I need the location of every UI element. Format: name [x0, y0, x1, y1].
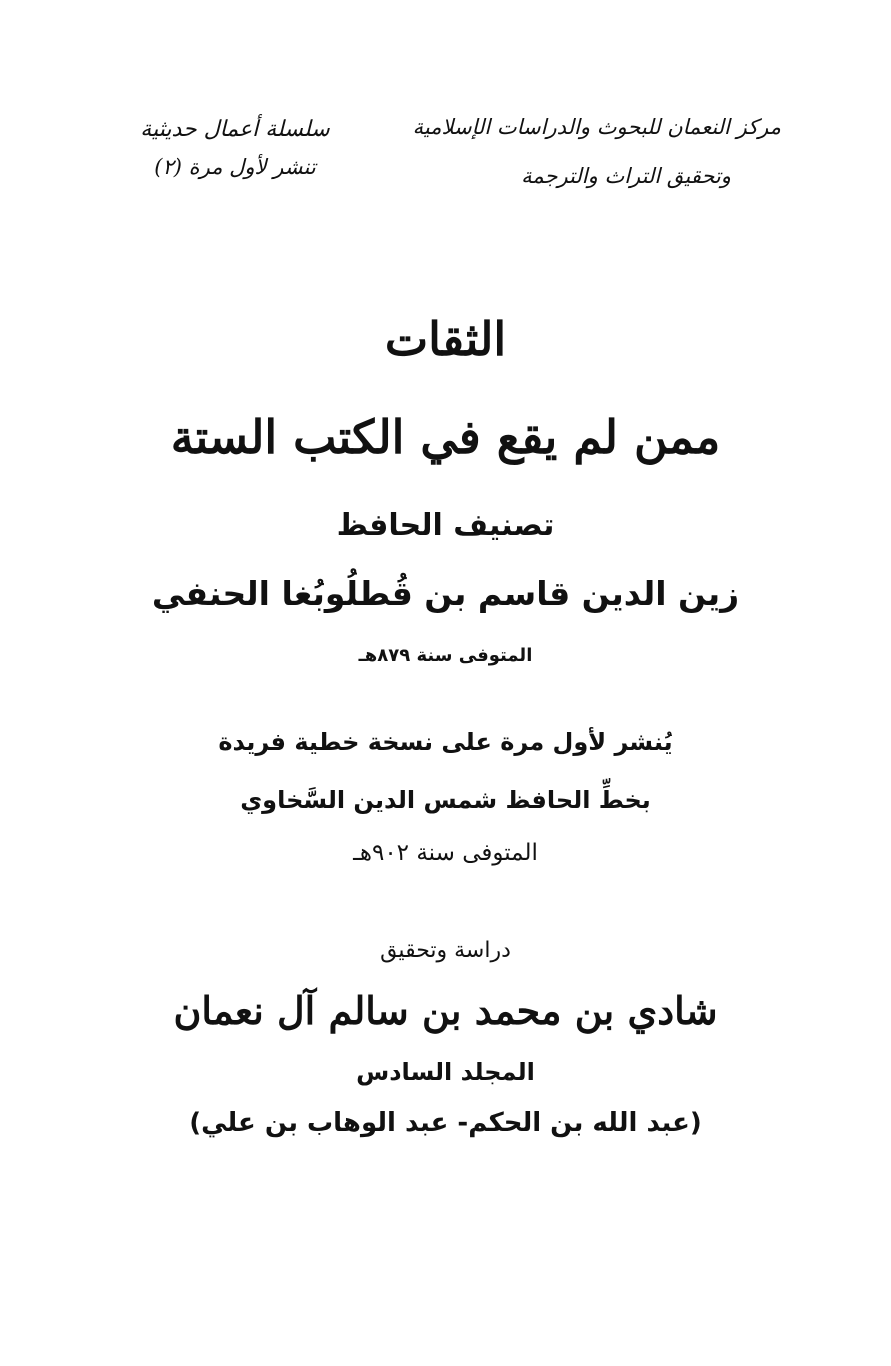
- manuscript-scribe: بخطِّ الحافظ شمس الدين السَّخاوي: [240, 786, 651, 814]
- publisher-block: [412, 108, 781, 206]
- author-label: تصنيف الحافظ: [336, 508, 555, 543]
- editor-name: شادي بن محمد بن سالم آل نعمان: [173, 988, 718, 1033]
- volume-label: المجلد السادس: [356, 1058, 535, 1086]
- editor-label: دراسة وتحقيق: [380, 938, 511, 963]
- publisher-subtitle: وتحقيق التراث والترجمة: [521, 164, 731, 188]
- series-name: سلسلة أعمال حديثية: [140, 117, 330, 142]
- author-death-date: المتوفى سنة ٨٧٩هـ: [358, 645, 533, 666]
- series-number: تنشر لأول مرة (٢): [154, 155, 316, 179]
- series-block: [120, 110, 350, 184]
- publisher-name: مركز النعمان للبحوث والدراسات الإسلامية: [412, 115, 781, 139]
- book-title: الثقات: [384, 312, 507, 366]
- book-subtitle: ممن لم يقع في الكتب الستة: [170, 410, 721, 464]
- author-name: زين الدين قاسم بن قُطلُوبُغا الحنفي: [151, 574, 740, 613]
- manuscript-note: يُنشر لأول مرة على نسخة خطية فريدة: [218, 728, 673, 756]
- volume-range: (عبد الله بن الحكم- عبد الوهاب بن علي): [189, 1108, 702, 1138]
- scribe-death-date: المتوفى سنة ٩٠٢هـ: [353, 840, 538, 866]
